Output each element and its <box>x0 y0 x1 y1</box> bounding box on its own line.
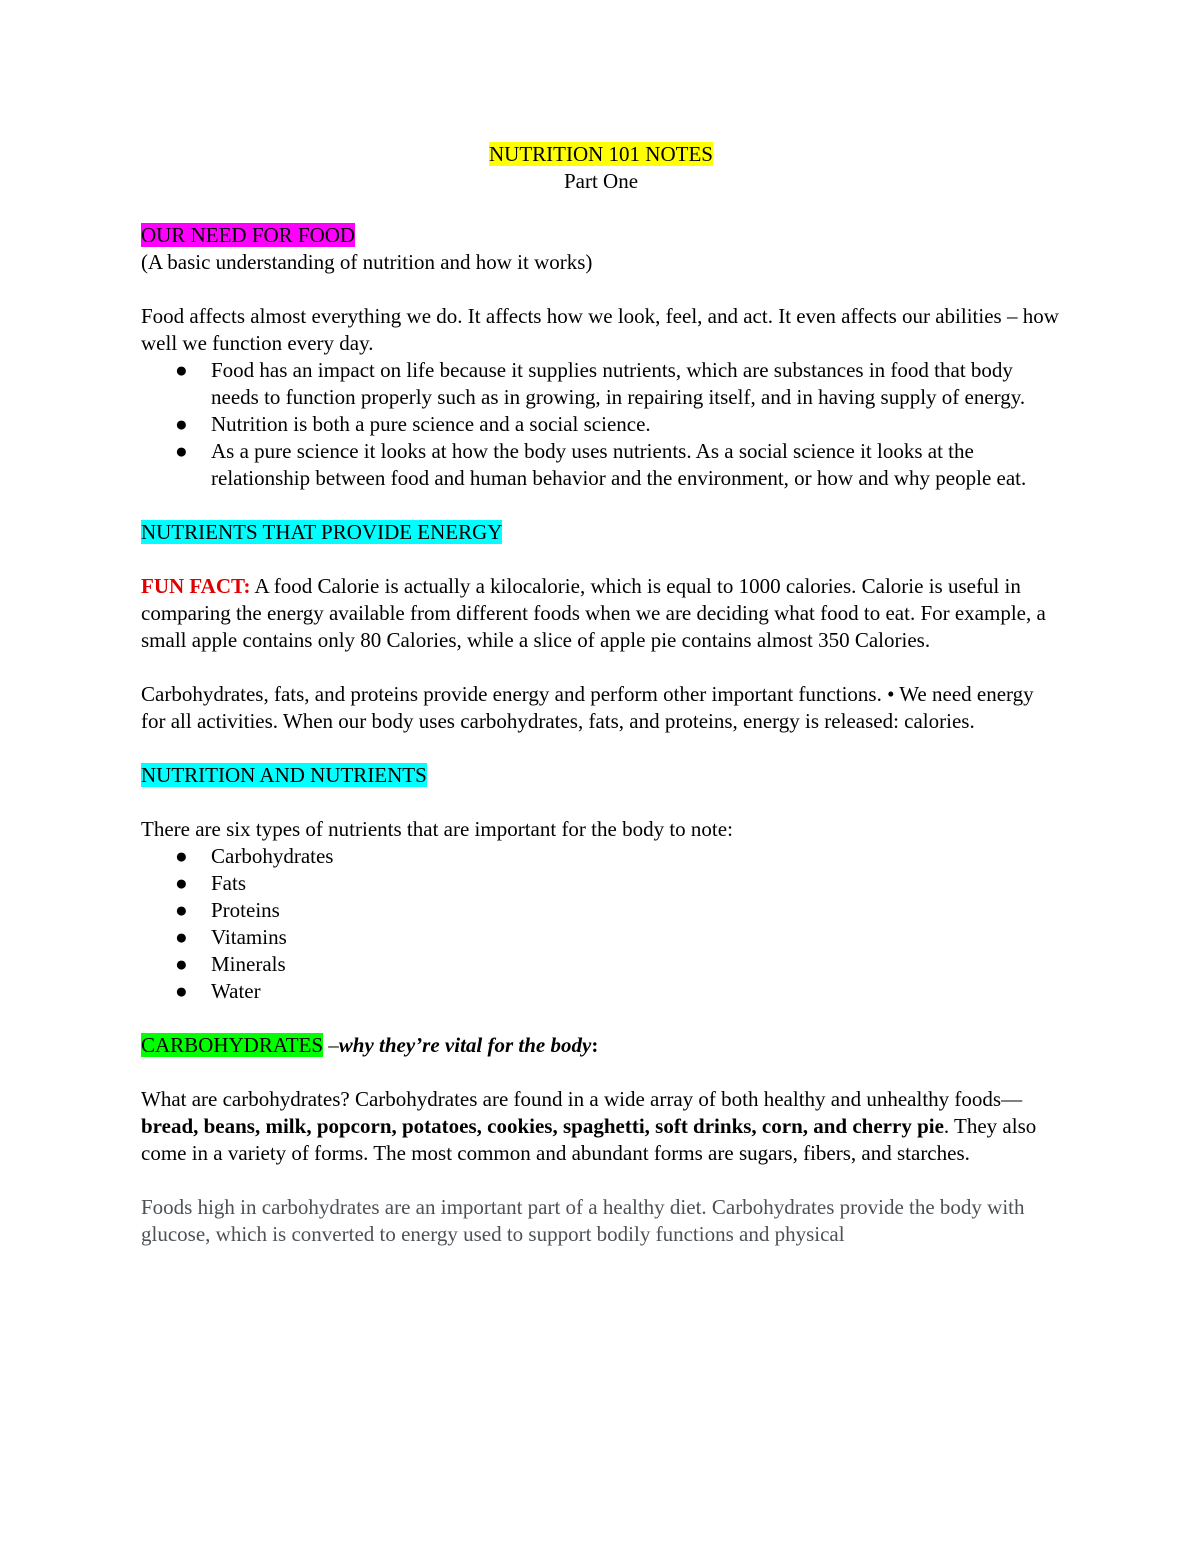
bullet-icon: ● <box>175 979 188 1003</box>
intro-paragraph: Food affects almost everything we do. It affects how we look, feel, and act. It even affects our abilities – how well we function every day. <box>141 304 1059 355</box>
carbohydrates-paragraph-2: Foods high in carbohydrates are an important part of a healthy diet. Carbohydrates provide the body with glucose, which is converted to energy used to support bodily functions and physical <box>141 1195 1025 1246</box>
energy-paragraph: Carbohydrates, fats, and proteins provide energy and perform other important functions. • We need energy for all activities. When our body uses carbohydrates, fats, and proteins, energy is released: calories. <box>141 682 1034 733</box>
list-item <box>141 870 1061 897</box>
section-heading-need-for-food-line <box>141 222 1061 249</box>
carb-p1-food-list: bread, beans, milk, popcorn, potatoes, cookies, spaghetti, soft drinks, corn, and cherry pie <box>141 1114 944 1138</box>
list-item <box>141 411 1061 438</box>
fun-fact-text: A food Calorie is actually a kilocalorie, which is equal to 1000 calories. Calorie is useful in comparing the energy available from different foods when we are deciding what food to eat. For example, a small apple contains only 80 Calories, while a slice of apple pie contains almost 350 Calories. <box>141 574 1046 652</box>
document-title-line <box>141 141 1061 168</box>
bullet-icon: ● <box>175 844 188 868</box>
document-page <box>141 141 1061 1248</box>
section-heading-nutrients-line <box>141 762 1061 789</box>
list-item-text: Minerals <box>211 952 286 976</box>
section-heading-energy-line <box>141 519 1061 546</box>
nutrients-intro: There are six types of nutrients that are important for the body to note: <box>141 817 733 841</box>
carbohydrates-paragraph-1 <box>141 1086 1061 1167</box>
document-subtitle: Part One <box>563 169 639 193</box>
heading-colon: : <box>591 1033 599 1057</box>
list-item <box>141 951 1061 978</box>
bullet-icon: ● <box>175 952 188 976</box>
section-heading-carbohydrates-line <box>141 1032 1061 1059</box>
bullet-icon: ● <box>175 412 188 436</box>
list-item-text: As a pure science it looks at how the body uses nutrients. As a social science it looks at the relationship between food and human behavior and the environment, or how and why people eat. <box>211 439 1027 490</box>
fun-fact-paragraph <box>141 573 1061 654</box>
list-item-text: Proteins <box>211 898 280 922</box>
section-heading-nutrients: NUTRITION AND NUTRIENTS <box>141 763 427 787</box>
bullet-icon: ● <box>175 925 188 949</box>
list-item-text: Nutrition is both a pure science and a social science. <box>211 412 651 436</box>
bullet-icon: ● <box>175 898 188 922</box>
list-item <box>141 897 1061 924</box>
list-item <box>141 438 1061 492</box>
list-item-text: Water <box>211 979 261 1003</box>
section-heading-energy: NUTRIENTS THAT PROVIDE ENERGY <box>141 520 503 544</box>
list-item <box>141 357 1061 411</box>
bullet-icon: ● <box>175 358 188 382</box>
nutrients-list <box>141 843 1061 1005</box>
document-title: NUTRITION 101 NOTES <box>489 142 713 166</box>
section-heading-carbohydrates: CARBOHYDRATES <box>141 1033 324 1057</box>
carb-p1-text-a: What are carbohydrates? Carbohydrates are found in a wide array of both healthy and unhealthy foods— <box>141 1087 1023 1111</box>
list-item-text: Fats <box>211 871 247 895</box>
bullet-icon: ● <box>175 439 188 463</box>
section-heading-need-for-food: OUR NEED FOR FOOD <box>141 223 356 247</box>
bullet-icon: ● <box>175 871 188 895</box>
heading-suffix: why they’re vital for the body <box>338 1033 592 1057</box>
list-item-text: Food has an impact on life because it supplies nutrients, which are substances in food that body needs to function properly such as in growing, in repairing itself, and in having supply of energy. <box>211 358 1026 409</box>
list-item-text: Vitamins <box>211 925 287 949</box>
heading-dash: – <box>323 1033 339 1057</box>
list-item <box>141 843 1061 870</box>
list-item <box>141 978 1061 1005</box>
section-subheading: (A basic understanding of nutrition and how it works) <box>141 250 593 274</box>
list-item-text: Carbohydrates <box>211 844 334 868</box>
need-for-food-list <box>141 357 1061 492</box>
fun-fact-label: FUN FACT: <box>141 574 251 598</box>
carb-p1-text-b: . They also come in a variety of forms. The most common and abundant forms are sugars, fibers, and starches. <box>141 1114 1037 1165</box>
list-item <box>141 924 1061 951</box>
